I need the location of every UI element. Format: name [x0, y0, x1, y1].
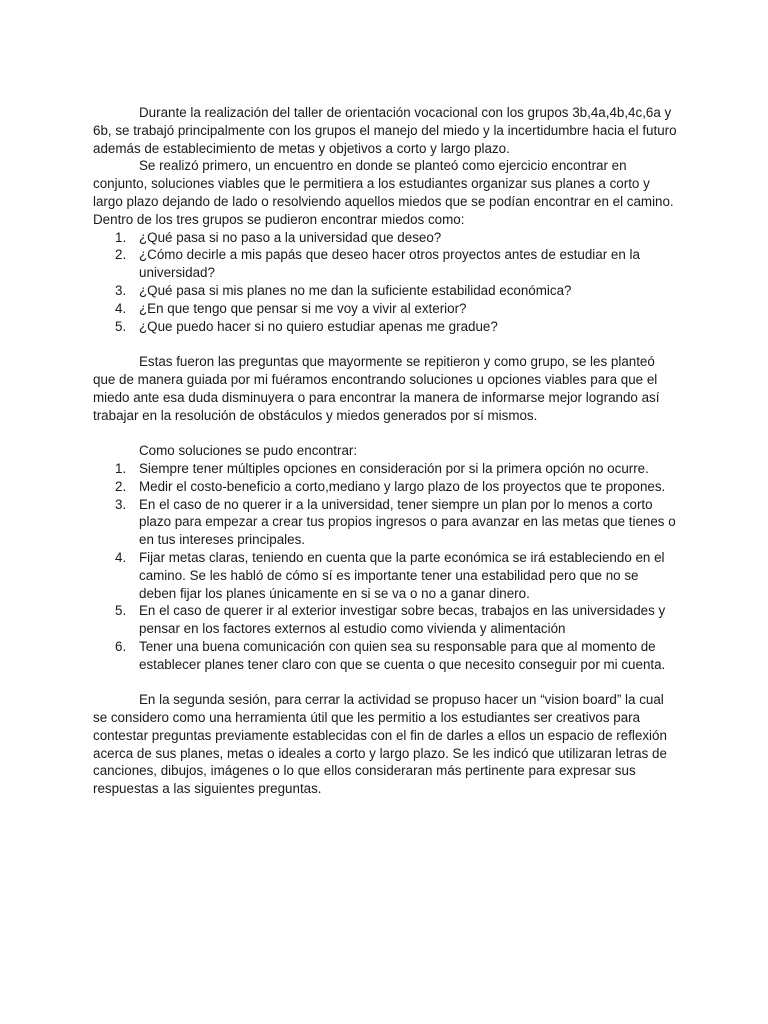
list-item-text: ¿Qué pasa si no paso a la universidad que deseo?: [139, 229, 442, 245]
list-item-text: Siempre tener múltiples opciones en consideración por si la primera opción no ocurre.: [139, 460, 649, 476]
list-item: [93, 300, 677, 318]
list-item: [93, 460, 677, 478]
paragraph-gap: [93, 335, 677, 353]
list-item-text: Medir el costo-beneficio a corto,mediano y largo plazo de los proyectos que te propones.: [139, 478, 666, 494]
list-number: 1.: [115, 229, 127, 245]
list-item: [93, 229, 677, 247]
document-page: [93, 104, 677, 798]
list-item: [93, 549, 677, 602]
list-number: 6.: [115, 638, 127, 654]
list-item-text: ¿Qué pasa si mis planes no me dan la suficiente estabilidad económica?: [139, 282, 572, 298]
list-item: [93, 496, 677, 549]
list-item: [93, 246, 677, 282]
fears-intro: Dentro de los tres grupos se pudieron encontrar miedos como:: [93, 211, 465, 227]
fears-list: [93, 229, 677, 336]
list-number: 4.: [115, 300, 127, 316]
list-item: [93, 478, 677, 496]
list-number: 1.: [115, 460, 127, 476]
list-item-text: En el caso de no querer ir a la universidad, tener siempre un plan por lo menos a corto plazo para empezar a crear tus propios ingresos o para avanzar en las metas que tienes o en tus intereses principales.: [139, 496, 676, 548]
discussion-paragraph: Estas fueron las preguntas que mayormente se repitieron y como grupo, se les planteó que de manera guiada por mi fuéramos encontrando soluciones u opciones viables para que el miedo ante esa duda disminuyera o para encontrar la manera de informarse mejor logrando así trabajar en la resolución de obstáculos y miedos generados por sí mismos.: [93, 354, 660, 423]
list-number: 3.: [115, 282, 127, 298]
list-item-text: Fijar metas claras, teniendo en cuenta que la parte económica se irá estableciendo en el camino. Se les habló de cómo sí es importante tener una estabilidad pero que no se deben fijar los planes únicamente en si se va o no a ganar dinero.: [139, 549, 665, 601]
solutions-intro: Como soluciones se pudo encontrar:: [139, 443, 358, 459]
list-item-text: En el caso de querer ir al exterior investigar sobre becas, trabajos en las universidades y pensar en los factores externos al estudio como vivienda y alimentación: [139, 603, 666, 637]
list-item-text: ¿Que puedo hacer si no quiero estudiar apenas me gradue?: [139, 318, 498, 334]
list-number: 5.: [115, 318, 127, 334]
list-item-text: ¿En que tengo que pensar si me voy a vivir al exterior?: [139, 300, 467, 316]
second-session-paragraph: En la segunda sesión, para cerrar la actividad se propuso hacer un “vision board” la cual se considero como una herramienta útil que les permitio a los estudiantes ser creativos para contestar preguntas previamente establecidas con el fin de darles a ellos un espacio de reflexión acerca de sus planes, metas o ideales a corto y largo plazo. Se les indicó que utilizaran letras de canciones, dibujos, imágenes o lo que ellos consideraran más pertinente para expresar sus respuestas a las siguientes preguntas.: [93, 692, 667, 797]
list-item-text: Tener una buena comunicación con quien sea su responsable para que al momento de establecer planes tener claro con que se cuenta o que necesito conseguir por mi cuenta.: [139, 638, 666, 672]
list-item-text: ¿Cómo decirle a mis papás que deseo hacer otros proyectos antes de estudiar en la universidad?: [139, 247, 640, 281]
list-number: 5.: [115, 603, 127, 619]
list-item: [93, 638, 677, 674]
list-number: 2.: [115, 478, 127, 494]
paragraph-gap: [93, 674, 677, 692]
list-item: [93, 602, 677, 638]
list-item: [93, 318, 677, 336]
solutions-list: [93, 460, 677, 674]
list-number: 4.: [115, 549, 127, 565]
paragraph-gap: [93, 424, 677, 442]
list-number: 2.: [115, 247, 127, 263]
intro-paragraph: Durante la realización del taller de orientación vocacional con los grupos 3b,4a,4b,4c,6a y 6b, se trabajó principalmente con los grupos el manejo del miedo y la incertidumbre hacia el futuro además de establecimiento de metas y objetivos a corto y largo plazo.: [93, 105, 677, 156]
first-meeting-paragraph: Se realizó primero, un encuentro en donde se planteó como ejercicio encontrar en conjunto, soluciones viables que le permitiera a los estudiantes organizar sus planes a corto y largo plazo dejando de lado o resolviendo aquellos miedos que se podían encontrar en el camino.: [93, 158, 674, 209]
list-number: 3.: [115, 496, 127, 512]
list-item: [93, 282, 677, 300]
